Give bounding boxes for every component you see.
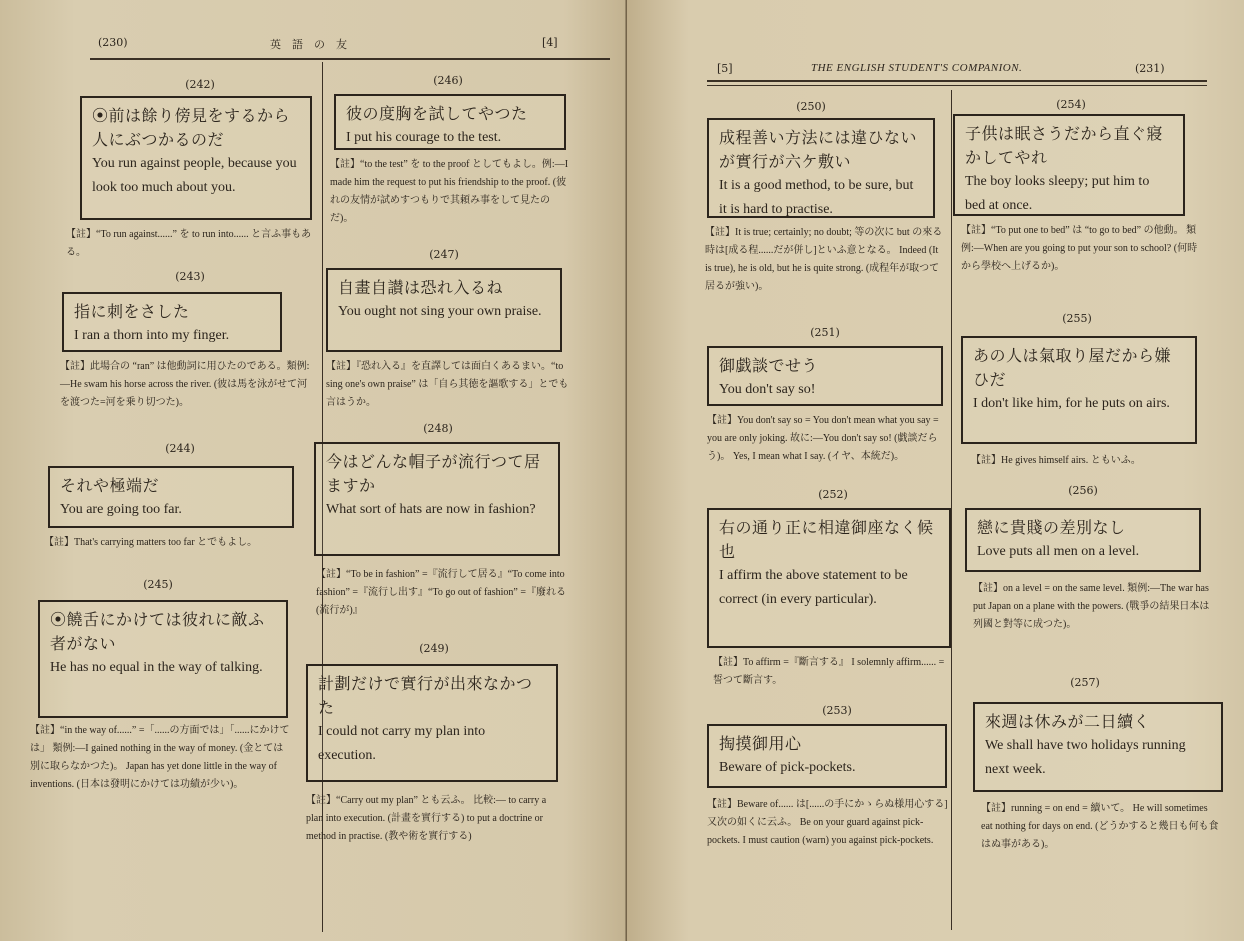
entry-number: (244) — [165, 442, 195, 455]
entry-japanese: ⦿饒舌にかけては彼れに敵ふ者がない — [50, 610, 265, 653]
entry-note: 【註】That's carrying matters too far とでもよし。 — [44, 537, 258, 548]
entry-box — [707, 118, 935, 218]
entry-box — [306, 664, 558, 782]
entry-note: 【註】“Carry out my plan” とも云ふ。 比較:— to carry a plan into execution. (計畫を實行する) to put a doctrine or method in practise. (教や術を實行する) — [306, 795, 547, 842]
entry-note: 【註】此場合の “ran” は他動詞に用ひたのである。類例:—He swam his horse across the river. (彼は馬を泳がせて河を渡つた=河を乗り切つた)。 — [60, 361, 310, 408]
entry-note: 【註】“in the way of......” =「......の方面では」「......にかけては」 類例:—I gained nothing in the way of money. (金とては別に取らなかつた)。 Japan has yet done little in the way of inventions. (日本は發明にかけては功績が少い)。 — [30, 725, 290, 790]
left-sheet-mark: [4] — [542, 36, 558, 49]
entry-japanese: 成程善い方法には違ひないが實行が六ケ敷い — [719, 128, 918, 171]
entry-japanese: 自畫自讃は恐れ入るね — [338, 278, 504, 297]
entry-english: Love puts all men on a level. — [977, 544, 1140, 559]
entry-box — [334, 94, 566, 150]
entry-english: I put his courage to the test. — [346, 130, 502, 145]
entry-number: (247) — [429, 248, 459, 261]
entry-number: (251) — [810, 326, 840, 339]
entry-note: 【註】To affirm =『斷言する』 I solemnly affirm...... = 誓つて斷言す。 — [713, 657, 945, 686]
entry-number: (257) — [1070, 676, 1100, 689]
entry-japanese: 彼の度胸を試してやつた — [346, 104, 528, 123]
entry-japanese: 指に刺をさした — [74, 302, 190, 321]
entry-box — [961, 336, 1197, 444]
entry-english: You are going too far. — [60, 502, 182, 517]
entry-english: Beware of pick-pockets. — [719, 760, 856, 775]
entry-number: (246) — [433, 74, 463, 87]
entry-japanese: あの人は氣取り屋だから嫌ひだ — [973, 346, 1172, 389]
entry-english: We shall have two holidays running next week. — [985, 738, 1186, 777]
entry-english: I ran a thorn into my finger. — [74, 328, 230, 343]
header-rule — [707, 80, 1207, 82]
entry-japanese: 子供は眠さうだから直ぐ寢かしてやれ — [965, 124, 1164, 167]
right-page — [627, 0, 1244, 941]
right-sheet-mark: [5] — [717, 62, 733, 75]
entry-number: (243) — [175, 270, 205, 283]
entry-japanese: ⦿前は餘り傍見をするから人にぶつかるのだ — [92, 106, 291, 149]
entry-english: I affirm the above statement to be correct (in every particular). — [719, 568, 908, 607]
entry-english: What sort of hats are now in fashion? — [326, 502, 536, 517]
entry-japanese: 計劃だけで實行が出來なかつた — [318, 674, 533, 717]
header-rule-thin — [707, 85, 1207, 86]
entry-english: It is a good method, to be sure, but it is hard to practise. — [719, 178, 914, 217]
entry-japanese: 戀に貴賤の差別なし — [977, 518, 1126, 537]
entry-english: You don't say so! — [719, 382, 816, 397]
entry-english: You ought not sing your own praise. — [338, 304, 542, 319]
header-rule — [90, 58, 610, 60]
entry-box — [953, 114, 1185, 216]
entry-note: 【註】“To put one to bed” は “to go to bed” の他動。 類例:—When are you going to put your son to school? (何時から學校へ上げるか)。 — [961, 225, 1198, 272]
entry-number: (254) — [1056, 98, 1086, 111]
entry-box — [973, 702, 1223, 792]
entry-english: You run against people, because you look too much about you. — [92, 156, 297, 195]
left-page-number: (230) — [98, 36, 128, 49]
entry-box — [38, 600, 288, 718]
entry-box — [62, 292, 282, 352]
entry-number: (253) — [822, 704, 852, 717]
entry-number: (252) — [818, 488, 848, 501]
entry-note: 【註】on a level = on the same level. 類例:—The war has put Japan on a plane with the powers. (戰爭の結果日本は列國と對等に成つた)。 — [973, 583, 1210, 630]
entry-japanese: 右の通り正に相違御座なく候也 — [719, 518, 934, 561]
entry-number: (256) — [1068, 484, 1098, 497]
entry-box — [707, 346, 943, 406]
entry-box — [48, 466, 294, 528]
entry-number: (242) — [185, 78, 215, 91]
entry-japanese: 御戯談でせう — [719, 356, 819, 375]
entry-note: 【註】running = on end = 續いて。 He will sometimes eat nothing for days on end. (どうかすると幾日も何も食はぬ事がある)。 — [981, 803, 1219, 850]
entry-note: 【註】“To be in fashion” =『流行して居る』“To come into fashion” =『流行し出す』“To go out of fashion” =『廢れる(流行が)』 — [316, 569, 566, 616]
right-running-title: THE ENGLISH STUDENT'S COMPANION. — [811, 62, 1023, 74]
entry-number: (249) — [419, 642, 449, 655]
entry-number: (250) — [796, 100, 826, 113]
entry-note: 【註】『恐れ入る』を直譯しては面白くあるまい。“to sing one's own praise” は「自ら其徳を謳歌する」とでも言はうか。 — [326, 361, 569, 408]
right-page-number: (231) — [1135, 62, 1165, 75]
entry-number: (245) — [143, 578, 173, 591]
left-running-title: 英 語 の 友 — [270, 38, 347, 51]
entry-box — [326, 268, 562, 352]
entry-english: He has no equal in the way of talking. — [50, 660, 263, 675]
entry-box — [80, 96, 312, 220]
entry-note: 【註】“to the test” を to the proof としてもよし。例:—I made him the request to put his friendship to the proof. (彼れの友情が試めすつもりで其頼み事をして見たのだ)。 — [330, 159, 569, 224]
entry-note: 【註】“To run against......” を to run into...... と言ふ事もある。 — [66, 229, 312, 258]
entry-box — [707, 724, 947, 788]
entry-japanese: 掏摸御用心 — [719, 734, 802, 753]
entry-english: I could not carry my plan into execution. — [318, 724, 486, 763]
entry-english: The boy looks sleepy; put him to bed at once. — [965, 174, 1150, 213]
entry-english: I don't like him, for he puts on airs. — [973, 396, 1170, 411]
entry-box — [707, 508, 951, 648]
entry-note: 【註】He gives himself airs. ともいふ。 — [971, 455, 1141, 466]
entry-japanese: それや極端だ — [60, 476, 160, 495]
entry-note: 【註】It is true; certainly; no doubt; 等の次に but の來る時は[成る程......だが併し]といふ意となる。 Indeed (It is true), he is old, but he is quite strong. (成程年が取つて居るが強い)。 — [705, 227, 943, 292]
entry-box — [314, 442, 560, 556]
entry-japanese: 今はどんな帽子が流行つて居ますか — [326, 452, 541, 495]
entry-box — [965, 508, 1201, 572]
entry-japanese: 來週は休みが二日續く — [985, 712, 1151, 731]
entry-number: (248) — [423, 422, 453, 435]
entry-note: 【註】You don't say so = You don't mean what you say = you are only joking. 故に:—You don't say so! (戯談だらう)。 Yes, I mean what I say. (イヤ、本統だ)。 — [707, 415, 939, 462]
entry-note: 【註】Beware of...... は[......の手にかゝらぬ様用心する]又次の如くに云ふ。 Be on your guard against pick-pockets. I must caution (warn) you against pick-pockets. — [707, 799, 948, 846]
entry-number: (255) — [1062, 312, 1092, 325]
